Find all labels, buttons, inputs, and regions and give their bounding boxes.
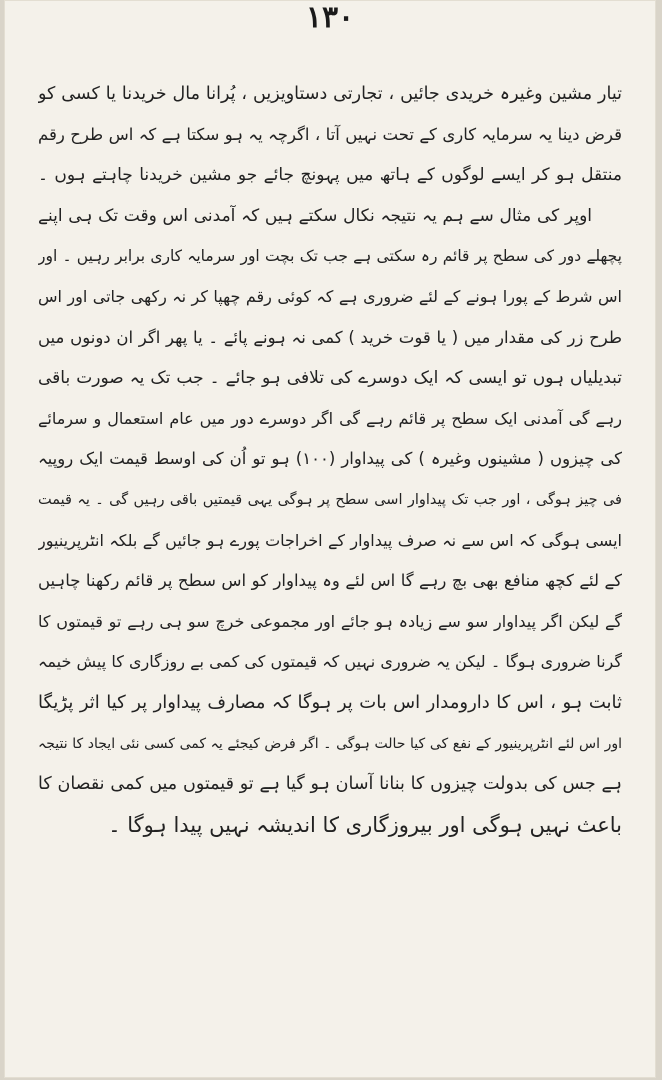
page-body-text xyxy=(38,74,622,845)
text-line: رہے گی آمدنی ایک سطح پر قائم رہے گی اگر دوسرے دور میں عام استعمال و سرمائے xyxy=(38,408,622,428)
text-line: منتقل ہو کر ایسے لوگوں کے ہاتھ میں پہونچ جائے جو مشین خریدنا چاہتے ہوں ۔ xyxy=(38,165,622,186)
book-page xyxy=(4,0,656,1078)
text-line: پچھلے دور کی سطح پر قائم رہ سکتی ہے جب تک بچت اور سرمایہ کاری برابر رہیں ۔ اور xyxy=(38,247,622,266)
text-line: باعث نہیں ہوگی اور بیروزگاری کا اندیشہ نہیں پیدا ہوگا ۔ xyxy=(108,812,622,837)
text-line: اوپر کی مثال سے ہم یہ نتیجہ نکال سکتے ہیں کہ آمدنی اس وقت تک ہی اپنے xyxy=(38,205,592,226)
text-line: تبدیلیاں ہوں تو ایسی کہ ایک دوسرے کی تلافی ہو جائے ۔ جب تک یہ صورت باقی xyxy=(38,368,622,389)
text-line: اس شرط کے پورا ہونے کے لئے ضروری ہے کہ کوئی رقم چھپا کر نہ رکھی جاتی اور اس xyxy=(38,286,622,306)
text-line: کی چیزوں ( مشینوں وغیرہ ) کی پیداوار (۱۰۰) ہو تو اُن کی اوسط قیمت ایک روپیہ xyxy=(38,449,622,469)
text-line: فی چیز ہوگی ، اور جب تک پیداوار اسی سطح پر ہوگی یہی قیمتیں باقی رہیں گی ۔ یہ قیمت xyxy=(38,491,622,508)
text-line: ایسی ہوگی کہ اس سے نہ صرف پیداوار کے اخراجات پورے ہو جائیں گے بلکہ انٹرپرینیور xyxy=(38,530,622,550)
text-line: گرنا ضروری ہوگا ۔ لیکن یہ ضروری نہیں کہ قیمتوں کی کمی بے روزگاری کا پیش خیمہ xyxy=(38,652,622,672)
text-line: طرح زر کی مقدار میں ( یا قوت خرید ) کمی نہ ہونے پائے ۔ یا پھر اگر ان دونوں میں xyxy=(38,327,622,347)
text-line: ہے جس کی بدولت چیزوں کا بنانا آسان ہو گیا ہے تو قیمتوں میں کمی نقصان کا xyxy=(38,774,622,795)
text-line: تیار مشین وغیرہ خریدی جائیں ، تجارتی دستاویزیں ، پُرانا مال خریدنا یا کسی کو xyxy=(38,84,622,104)
text-line: ثابت ہو ، اس کا دارومدار اس بات پر ہوگا کہ مصارف پیداوار پر کیا اثر پڑیگا xyxy=(38,691,622,713)
page-number: ۱۳۰ xyxy=(305,0,355,35)
text-line: گے لیکن اگر پیداوار سو سے زیادہ ہو جائے اور مجموعی خرچ سو ہی رہے تو قیمتوں کا xyxy=(38,611,622,631)
text-line: اور اس لئے انٹرپرینیور کے نفع کی کیا حالت ہوگی ۔ اگر فرض کیجئے یہ کمی کسی نئی ایجاد کا نتیجہ xyxy=(38,735,622,752)
text-line: کے لئے کچھ منافع بھی بچ رہے گا اس لئے وہ پیداوار کو اس سطح پر قائم رکھنا چاہیں xyxy=(38,571,622,591)
text-line: قرض دینا یہ سرمایہ کاری کے تحت نہیں آتا ، اگرچہ یہ ہو سکتا ہے کہ اس طرح رقم xyxy=(38,124,622,144)
